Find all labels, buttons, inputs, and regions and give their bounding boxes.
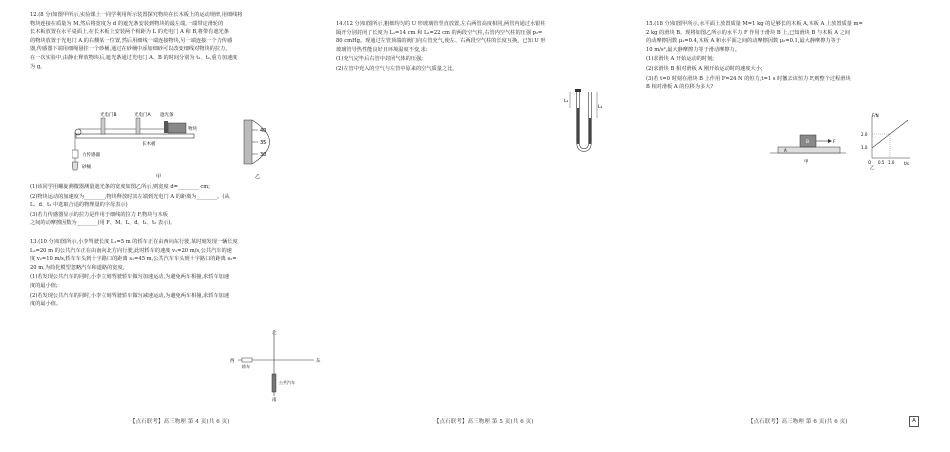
label-south: 南	[272, 398, 277, 402]
q12-line: 的物块放置于光电门 A 的右侧某一位置,然后用细线一端连接物块,另一端连接一个力传感	[30, 37, 233, 44]
column-middle	[336, 0, 621, 452]
q12-line: 物块连接在质量为 M,然后将宽度为 d 的遮光条安装到物块的最左端,一端带定滑轮的	[30, 20, 224, 27]
label-shade: 遮光条	[160, 113, 174, 118]
q12-line: 12.(8 分)如图甲所示,实验课上一同学利用所示装置探究物块在长木板上的运动规律,用细线将	[30, 12, 243, 18]
label-x2: 1.0	[888, 160, 895, 165]
q12-line: 为 g。	[30, 63, 46, 70]
board-a	[778, 147, 840, 153]
q14-line: 14.(12 分)如图所示,粗细均匀的 U 形玻璃管竖直放置,左右两管高度相同,两管内通过水银柱	[336, 21, 546, 27]
force-sensor	[72, 150, 78, 158]
car	[242, 358, 252, 362]
q13-sub1: (1)若发现公共汽车的同时,小李立刻驾驶轿车做匀加速运动,为避免两车相撞,求轿车加速	[30, 274, 230, 281]
q12-subquestions	[30, 182, 315, 228]
q14-line: 隔开分别封闭了长度为 L₁=14 cm 和 L₂=22 cm 的两段空气柱,右管内空气柱的压强 p₂=	[336, 29, 543, 36]
long-board	[76, 134, 194, 138]
q12-line: 在一次实验中,由静止释放物块后,遮光条通过光电门 A、B 的时间分别为 t₁、t₂,重力加速度	[30, 54, 238, 61]
footer-page-4: 【点石联考】高三物理 第 4 页(共 6 页)	[130, 419, 230, 425]
question-15	[646, 20, 922, 92]
label-block: 物块	[188, 127, 197, 132]
label-gate-a: 光电门A	[134, 113, 151, 118]
q15-line: 的动摩擦因数 μ₁=0.4,木板 A 和水平面之间的动摩擦因数 μ₂=0.1,最大静摩擦力等于	[646, 38, 841, 45]
gate-b	[101, 118, 105, 134]
q14-line: 80 cmHg。现通过左管顶端的阀门向左管充气,使左、右两段空气柱的长度互换。已知 U 形	[336, 38, 546, 45]
q15-figure-yi	[858, 112, 914, 170]
column-right	[646, 0, 922, 452]
tick-40: 40	[260, 128, 267, 134]
q13-sub2-cont: 度的最小值。	[30, 301, 62, 308]
label-b: B	[806, 140, 810, 145]
q13-line: L₂=20 m 的公共汽车正在由南向北方向行驶,此时轿车的速度 v₁=20 m/s,公共汽车的速	[30, 247, 232, 254]
micrometer-sleeve	[244, 120, 252, 164]
q13-sub2: (2)若发现公共汽车的同时,小李立刻驾驶轿车做匀减速运动,为避免两车相撞,求轿车加速	[30, 292, 230, 299]
q15-line: 2 kg 的滑块 B。现将如图乙所示的水平力 F 作用于滑块 B 上,已知滑块 B 与木板 A 之间	[646, 29, 850, 36]
u-tube-figure	[564, 86, 604, 156]
q14-line: 玻璃管导热性能良好且环境温度不变,求:	[336, 46, 428, 53]
q14-sub1: (1)充气完毕后右管中封闭气体的压强;	[336, 56, 423, 63]
label-l2: L₂	[598, 105, 603, 110]
q15-line: 15.(18 分)如图甲所示,水平面上放置质量 M=1 kg 的足够长的木板 A,木板 A 上放置质量 m=	[646, 21, 863, 27]
sand-bucket	[72, 162, 78, 170]
q15-figure-jia	[770, 125, 846, 165]
q15-sub2: (2)求滑块 B 相对滑板 A 刚开始运动时的速度大小;	[646, 65, 763, 72]
label-jia: 甲	[156, 174, 162, 180]
label-bus: 公共汽车	[279, 380, 295, 385]
label-yi: 乙	[870, 166, 875, 170]
label-jia: 甲	[804, 160, 809, 165]
label-north: 北	[272, 331, 277, 336]
q13-sub1-cont: 度的最小值;	[30, 282, 58, 289]
tick-35: 35	[260, 140, 267, 146]
gate-a	[136, 118, 140, 134]
label-f: F	[833, 140, 836, 145]
question-13	[30, 238, 315, 309]
q15-sub3-cont: B 相对滑板 A 的位移为多大?	[646, 84, 714, 91]
u-tube-inner	[578, 92, 590, 150]
label-x1: 0.5	[878, 160, 885, 165]
q14-sub2: (2)左管中充入的空气与左管中原来的空气质量之比。	[336, 65, 458, 72]
q15-line: 10 m/s²,最大静摩擦力等于滑动摩擦力。	[646, 46, 740, 53]
q12-line: 长木板放置在水平桌面上,在长木板上安装两个相距为 L 的光电门 A 和 B,将带有遮光条	[30, 29, 229, 36]
column-left	[30, 0, 321, 452]
q13-line: 13.(10 分)如图所示,小李驾驶长度 L₁=5 m 的轿车正在由西向东行驶,某时刻发现一辆长度	[30, 239, 238, 245]
label-y2: 1.0	[861, 145, 868, 150]
q12-sub2: (2)物块运动的加速度为________,物块释放时其左端到光电门 A 的距离为________。(从	[30, 193, 230, 200]
q12-sub3-cont: 之间的动摩擦因数为________(用 F、M、L、d、t₁、t₂ 表示)。	[30, 220, 176, 227]
valve	[575, 89, 581, 92]
block	[168, 123, 186, 133]
question-12	[30, 11, 315, 71]
label-yi: 乙	[255, 174, 261, 180]
q12-sub3: (3)若力传感器显示的拉力是作用于细线的拉力 F,物块与木板	[30, 211, 168, 218]
q13-line: 度 v₂=10 m/s,轿车车头到十字路口的距离 s₁=45 m,公共汽车车头到十字路口的距离 s₂=	[30, 256, 237, 263]
label-car: 轿车	[242, 364, 250, 369]
paper-version-mark: A	[909, 416, 919, 427]
label-east: 东	[316, 359, 321, 364]
label-origin: O	[868, 160, 872, 165]
q13-figure	[228, 330, 328, 402]
q13-line: 20 m,为简化模型忽略汽车和道路的宽度。	[30, 264, 128, 271]
q12-line: 器,传感器下端用细绳悬挂一个砂桶,通过在砂桶中添加细砂可以改变细线对物块的拉力。	[30, 46, 231, 53]
u-tube-outer	[578, 92, 590, 150]
label-sensor: 力传感器	[82, 153, 100, 158]
label-gate-b: 光电门B	[100, 113, 117, 118]
q12-sub1: (1)该同学用螺旋测微器测量遮光条的宽度如图乙所示,则宽度 d=________ cm;	[30, 184, 210, 190]
footer-page-6: 【点石联考】高三物理 第 6 页(共 6 页)	[748, 419, 848, 425]
bus	[272, 374, 276, 392]
label-t-axis: t/s	[904, 161, 909, 166]
footer-page-5: 【点石联考】高三物理 第 5 页(共 6 页)	[434, 419, 534, 425]
label-a: A	[784, 148, 787, 153]
q15-sub1: (1)求滑块 A 开始运动的时刻;	[646, 56, 715, 63]
q12-sub2-cont: L、d、t₁ 中选取合适的物理量的字母表示)	[30, 202, 128, 209]
label-y1: 2.0	[861, 132, 868, 137]
question-14	[336, 20, 621, 74]
tick-30: 30	[260, 152, 267, 158]
q12-figure	[72, 110, 302, 182]
label-f-axis: F/N	[872, 113, 879, 118]
label-west: 西	[230, 359, 235, 364]
label-l1: L₁	[564, 99, 569, 104]
label-bucket: 砂桶	[82, 165, 91, 170]
label-board: 长木板	[142, 142, 156, 147]
shade-strip	[164, 121, 168, 133]
q15-sub3: (3)若 t=0 时刻在滑块 B 上作用 F=24 N 的恒力,t=1 s 时撤去该恒力 F,则整个过程滑块	[646, 75, 851, 82]
